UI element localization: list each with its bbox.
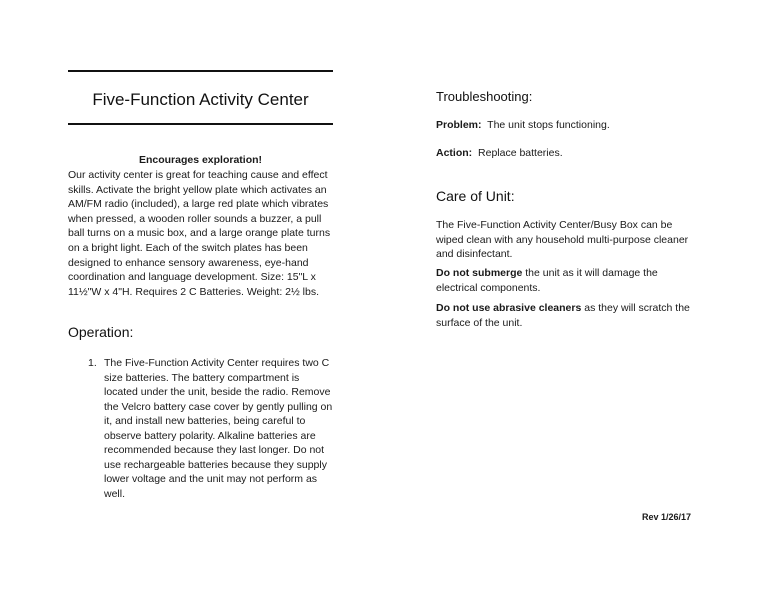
problem-label: Problem: (436, 119, 482, 131)
revision-label: Rev 1/26/17 (642, 512, 692, 522)
action-label: Action: (436, 147, 473, 159)
list-item-text: The Five-Function Activity Center requires two C size batteries. The battery compartment is located under the unit, beside the radio. Remove the Velcro battery case cover by gently pulling on it, and install new batteries, being careful to observe battery polarity. Alkaline batteries are recommended because they last longer. Do not use rechargeable batteries because they supply lower voltage and the unit may not perform as well. (104, 357, 333, 500)
list-item (68, 356, 336, 501)
problem-text: The unit stops functioning. (487, 119, 610, 131)
submerge-line (436, 266, 702, 295)
tagline: Encourages exploration! (138, 154, 263, 166)
title-bottom-rule (68, 123, 333, 125)
list-item-number: 1. (88, 357, 97, 369)
abrasive-text: as they will scratch the surface of the unit. (436, 302, 690, 329)
abrasive-label: Do not use abrasive cleaners (436, 302, 582, 314)
product-description: Our activity center is great for teaching cause and effect skills. Activate the bright yellow plate which activates an AM/FM radio (included), a large red plate which vibrates when pressed, a wooden roller sounds a buzzer, a pull ball turns on a music box, and a large orange plate turns on a bright light. Each of the switch plates has been designed to enhance sensory awareness, eye-hand coordination and language development. Size: 15"L x 11½"W x 4"H. Requires 2 C Batteries. Weight: 2½ lbs. (68, 169, 331, 298)
action-text: Replace batteries. (478, 147, 563, 159)
operation-list (68, 356, 336, 501)
care-heading: Care of Unit: (436, 188, 515, 204)
problem-line (436, 118, 702, 133)
page-title: Five-Function Activity Center (92, 90, 309, 109)
troubleshooting-heading: Troubleshooting: (436, 89, 533, 104)
operation-heading: Operation: (68, 324, 134, 340)
abrasive-line (436, 301, 702, 330)
submerge-text: the unit as it will damage the electrical components. (436, 267, 658, 294)
title-top-rule (68, 70, 333, 72)
submerge-label: Do not submerge (436, 267, 523, 279)
care-text: The Five-Function Activity Center/Busy Box can be wiped clean with any household multi-purpose cleaner and disinfectant. (436, 219, 689, 260)
action-line (436, 146, 702, 161)
